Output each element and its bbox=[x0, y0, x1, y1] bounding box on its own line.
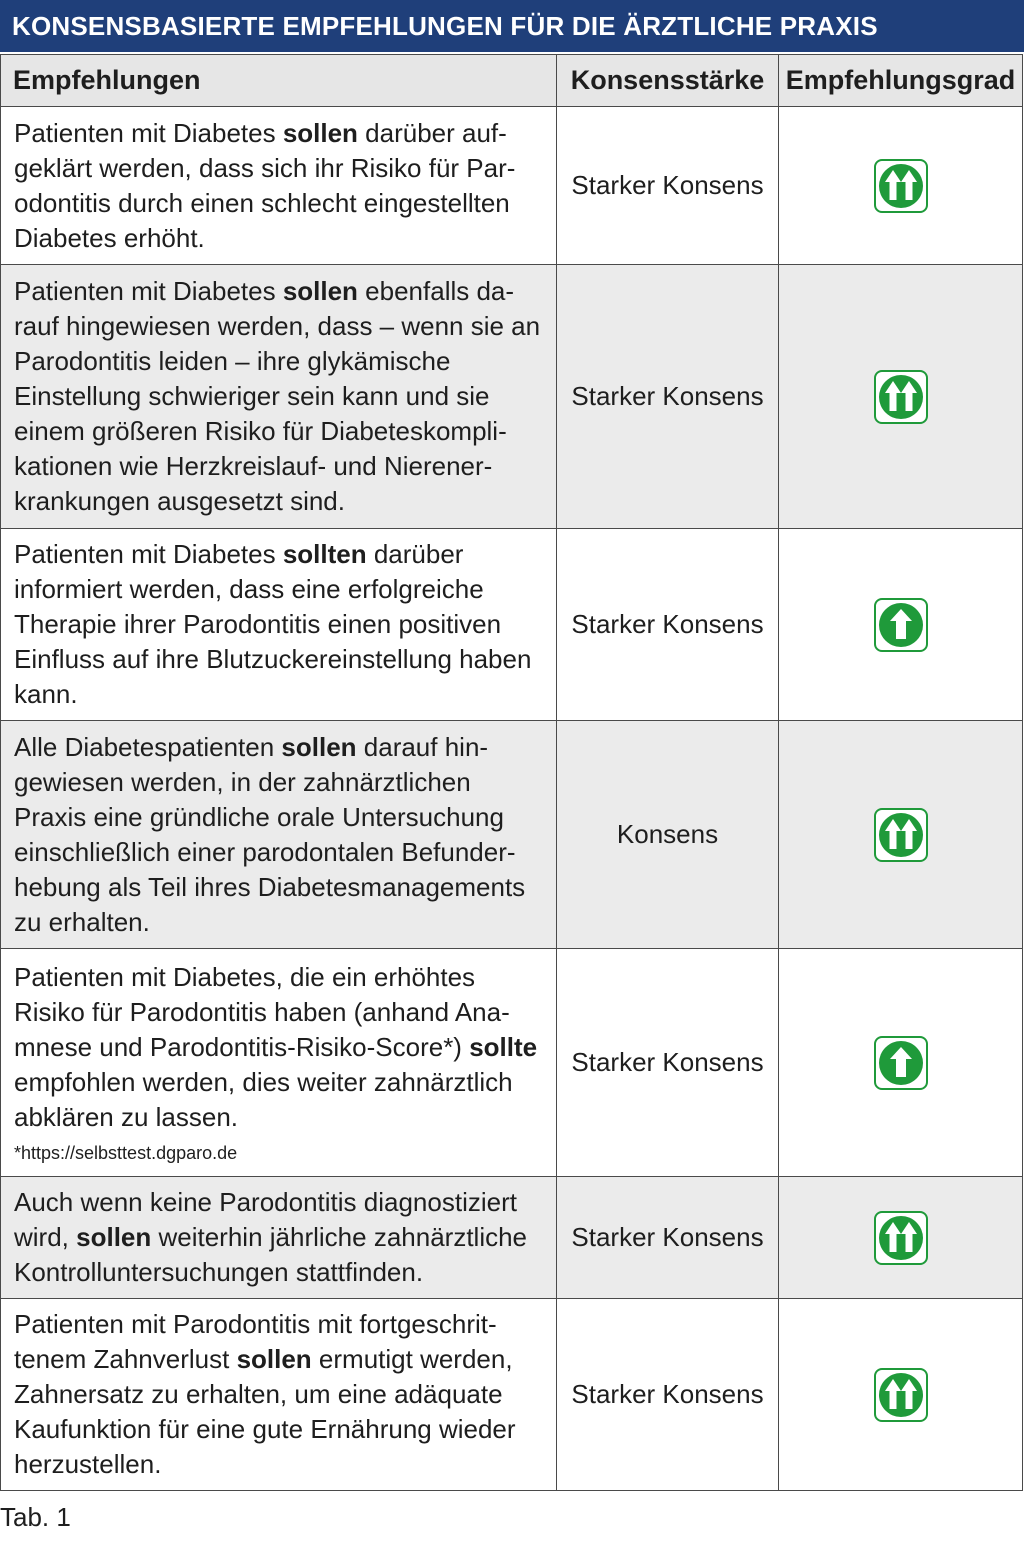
consensus-strength: Starker Konsens bbox=[557, 949, 779, 1177]
table-header-row bbox=[1, 55, 1023, 107]
table-title: KONSENSBASIERTE EMPFEHLUNGEN FÜR DIE ÄRZTLICHE PRAXIS bbox=[0, 0, 1024, 52]
recommendation-text bbox=[1, 107, 557, 265]
recommendation-text-start: Patienten mit Diabetes, die ein erhöhtes Risiko für Parodontitis haben (anhand Anamnese und Parodontitis-Risiko-Score*) bbox=[14, 962, 510, 1062]
header-recommendations: Empfehlungen bbox=[1, 55, 557, 107]
recommendation-text-start: Patienten mit Parodontitis mit fortgeschrittenem Zahnverlust bbox=[14, 1309, 497, 1374]
recommendation-keyword: sollen bbox=[76, 1222, 152, 1252]
double-arrow-up-icon bbox=[873, 1210, 929, 1266]
double-arrow-up-icon bbox=[873, 369, 929, 425]
recommendation-grade bbox=[779, 949, 1023, 1177]
recommendation-grade bbox=[779, 265, 1023, 529]
table-row bbox=[1, 529, 1023, 721]
recommendation-text-end: darauf hingewiesen werden, in der zahnärztlichen Praxis eine gründliche orale Untersuchung einschließlich einer parodontalen Befunderhebung als Teil ihres Diabetesmanagements zu erhalten. bbox=[14, 731, 526, 937]
consensus-strength: Starker Konsens bbox=[557, 1177, 779, 1299]
table-row bbox=[1, 107, 1023, 265]
recommendation-keyword: sollten bbox=[282, 539, 367, 569]
double-arrow-up-icon bbox=[873, 1367, 929, 1423]
table-row bbox=[1, 1299, 1023, 1491]
footnote-link[interactable]: *https://selbsttest.dgparo.de bbox=[14, 1143, 238, 1163]
recommendation-text bbox=[1, 721, 557, 949]
double-arrow-up-icon bbox=[873, 158, 929, 214]
recommendations-table bbox=[0, 54, 1023, 1491]
header-consensus-strength: Konsensstärke bbox=[557, 55, 779, 107]
table-row bbox=[1, 721, 1023, 949]
table-row bbox=[1, 265, 1023, 529]
recommendation-text-end: weiterhin jährliche zahnärztliche Kontrolluntersuchungen stattfinden. bbox=[14, 1222, 528, 1287]
recommendation-text-end: darüber aufgeklärt werden, dass sich ihr Risiko für Parodontitis durch einen schlecht eingestellten Diabetes erhöht. bbox=[14, 117, 516, 253]
recommendation-text-start: Alle Diabetespatienten bbox=[14, 731, 282, 762]
recommendation-keyword: sollen bbox=[281, 731, 357, 762]
recommendation-text-end: empfohlen werden, dies weiter zahnärztlich abklären zu lassen. bbox=[14, 1067, 513, 1132]
recommendation-keyword: sollen bbox=[282, 276, 358, 306]
table-caption: Tab. 1 bbox=[0, 1502, 71, 1532]
single-arrow-up-icon bbox=[873, 1035, 929, 1091]
consensus-strength: Starker Konsens bbox=[557, 1299, 779, 1491]
recommendation-text bbox=[1, 265, 557, 529]
single-arrow-up-icon bbox=[873, 597, 929, 653]
header-grade: Empfehlungsgrad bbox=[779, 55, 1023, 107]
double-arrow-up-icon bbox=[873, 807, 929, 863]
recommendation-text bbox=[1, 1299, 557, 1491]
recommendation-text-start: Patienten mit Diabetes bbox=[14, 539, 283, 569]
recommendation-keyword: sollen bbox=[282, 117, 358, 148]
table-row bbox=[1, 1177, 1023, 1299]
recommendation-grade bbox=[779, 529, 1023, 721]
recommendation-text-start: Patienten mit Diabetes bbox=[14, 117, 283, 148]
consensus-strength: Starker Konsens bbox=[557, 107, 779, 265]
consensus-strength: Konsens bbox=[557, 721, 779, 949]
recommendation-text bbox=[1, 1177, 557, 1299]
recommendation-text-start: Patienten mit Diabetes bbox=[14, 276, 283, 306]
recommendation-text-start: Auch wenn keine Parodontitis diagnostiziert wird, bbox=[14, 1187, 517, 1252]
recommendation-grade bbox=[779, 1177, 1023, 1299]
recommendation-text-end: ebenfalls darauf hingewiesen werden, dass – wenn sie an Parodontitis leiden – ihre glykämische Einstellung schwieriger sein kann und sie einem größeren Risiko für Diabeteskomplikationen wie Herzkreislauf- und Nierenerkrankungen ausgesetzt sind. bbox=[14, 276, 541, 516]
recommendation-grade bbox=[779, 721, 1023, 949]
recommendation-keyword: sollen bbox=[236, 1344, 312, 1374]
recommendation-grade bbox=[779, 1299, 1023, 1491]
recommendation-grade bbox=[779, 107, 1023, 265]
consensus-strength: Starker Konsens bbox=[557, 529, 779, 721]
recommendation-text-end: darüber informiert werden, dass eine erfolgreiche Therapie ihrer Parodontitis einen positiven Einfluss auf ihre Blutzuckereinstellung haben kann. bbox=[14, 539, 532, 709]
recommendation-text bbox=[1, 529, 557, 721]
consensus-strength: Starker Konsens bbox=[557, 265, 779, 529]
recommendation-keyword: sollte bbox=[469, 1032, 538, 1062]
table-row bbox=[1, 949, 1023, 1177]
recommendation-text bbox=[1, 949, 557, 1177]
recommendation-text-end: ermutigt werden, Zahnersatz zu erhalten, um eine adäquate Kaufunktion für eine gute Ernährung wieder herzustellen. bbox=[14, 1344, 516, 1479]
